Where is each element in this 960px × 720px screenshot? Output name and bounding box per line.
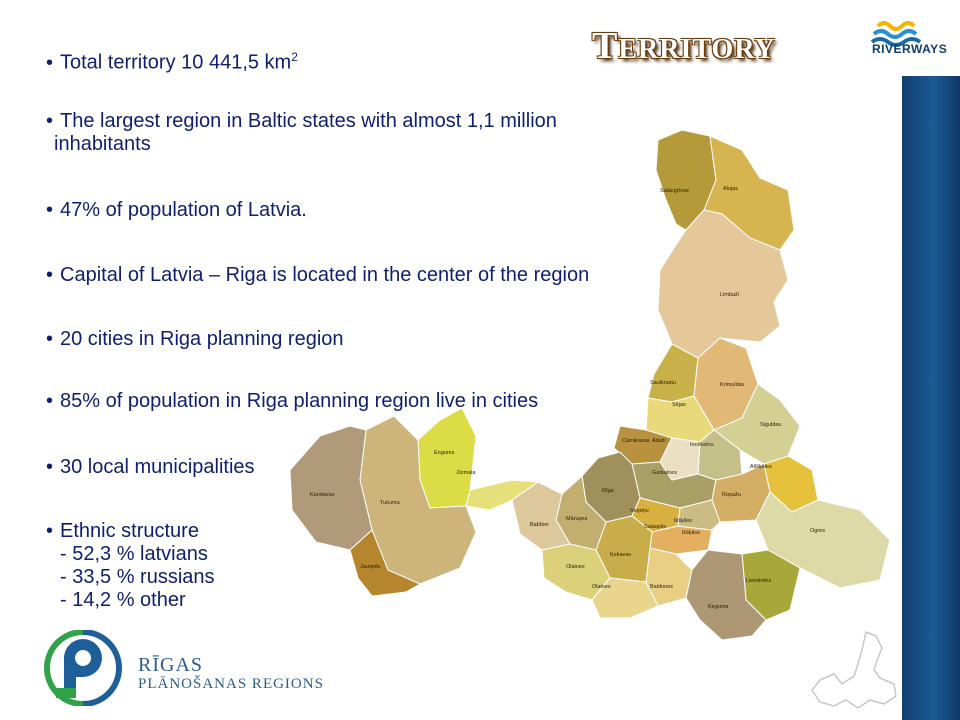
label-salacgriva: Salacgrīvas — [660, 188, 689, 194]
title-first-letter: T — [592, 25, 619, 67]
bullet-ethnic-structure: • Ethnic structure - 52,3 % latvians - 33,5 % russians - 14,2 % other — [46, 520, 215, 611]
bullet-largest-region: • The largest region in Baltic states with almost 1,1 million inhabitants — [46, 110, 557, 155]
brand-line-1: RĪGAS — [138, 654, 204, 676]
label-babite: Babītes — [530, 522, 549, 528]
label-tukums: Tukuma — [380, 500, 400, 506]
label-riga: Rīga — [602, 488, 614, 494]
label-engure: Engures — [434, 450, 455, 456]
label-aloja: Alojas — [723, 186, 738, 192]
label-allazi: Allšķāles — [750, 464, 772, 470]
label-sigulda: Siguldas — [760, 422, 782, 428]
label-sejas: Sējas — [672, 402, 686, 408]
label-carnikava: Carnikavas — [622, 438, 650, 444]
label-olaine: Olaines — [566, 564, 585, 570]
label-adazi: Ādaži — [652, 438, 666, 444]
label-olaine2: Olaines — [592, 584, 611, 590]
bullet-capital: • Capital of Latvia – Riga is located in the center of the region — [46, 264, 590, 286]
title-rest: ERRITORY — [618, 34, 776, 65]
label-kegums: Ķeguma — [708, 604, 729, 610]
label-jaunpils: Jaunpils — [360, 564, 381, 570]
label-garkalne: Garkalnes — [652, 470, 678, 476]
map-kandava — [290, 426, 372, 550]
label-ogre: Ogres — [810, 528, 825, 534]
bullet-cities: • 20 cities in Riga planning region — [46, 328, 344, 350]
brand-line-2: PLĀNOŠANAS REGIONS — [138, 676, 324, 692]
map-engure — [418, 408, 476, 508]
label-lielvarde: Lielvārdes — [746, 578, 772, 584]
label-limbazi: Limbaži — [720, 292, 739, 298]
bullet-municipalities: • 30 local municipalities — [46, 456, 255, 478]
label-kandava: Kandavas — [310, 492, 335, 498]
label-ropazi: Ropažu — [722, 492, 741, 498]
page-title — [592, 24, 776, 68]
riverways-logo-text: RIVERWAYS — [872, 42, 948, 56]
right-accent-bar — [902, 76, 960, 720]
label-marupe: Mārupes — [566, 516, 588, 522]
label-jurmala: Jūrmala — [456, 470, 476, 476]
bullet-population-share: • 47% of population of Latvia. — [46, 199, 307, 221]
rpr-logo-icon — [40, 630, 126, 706]
label-incukalns: Incēkalnu — [690, 442, 714, 448]
bullet-urban-population: • 85% of population in Riga planning region live in cities — [46, 390, 539, 412]
label-salaspils: Salaspils — [644, 524, 667, 530]
label-stopini: Stopiņu — [630, 508, 649, 514]
mini-map-outline — [808, 630, 900, 716]
label-ikskile2: Ikšķiles — [682, 530, 701, 536]
label-baldone: Baldones — [650, 584, 673, 590]
label-kekava: Ķekavas — [610, 552, 632, 558]
label-ikskile: Ikšķiles — [674, 518, 693, 524]
bullet-territory: • Total territory 10 441,5 $km^2$ — [46, 50, 298, 74]
label-saulkrasti: Saulkrastu — [650, 380, 676, 386]
label-krimulda: Krimuldas — [720, 382, 745, 388]
